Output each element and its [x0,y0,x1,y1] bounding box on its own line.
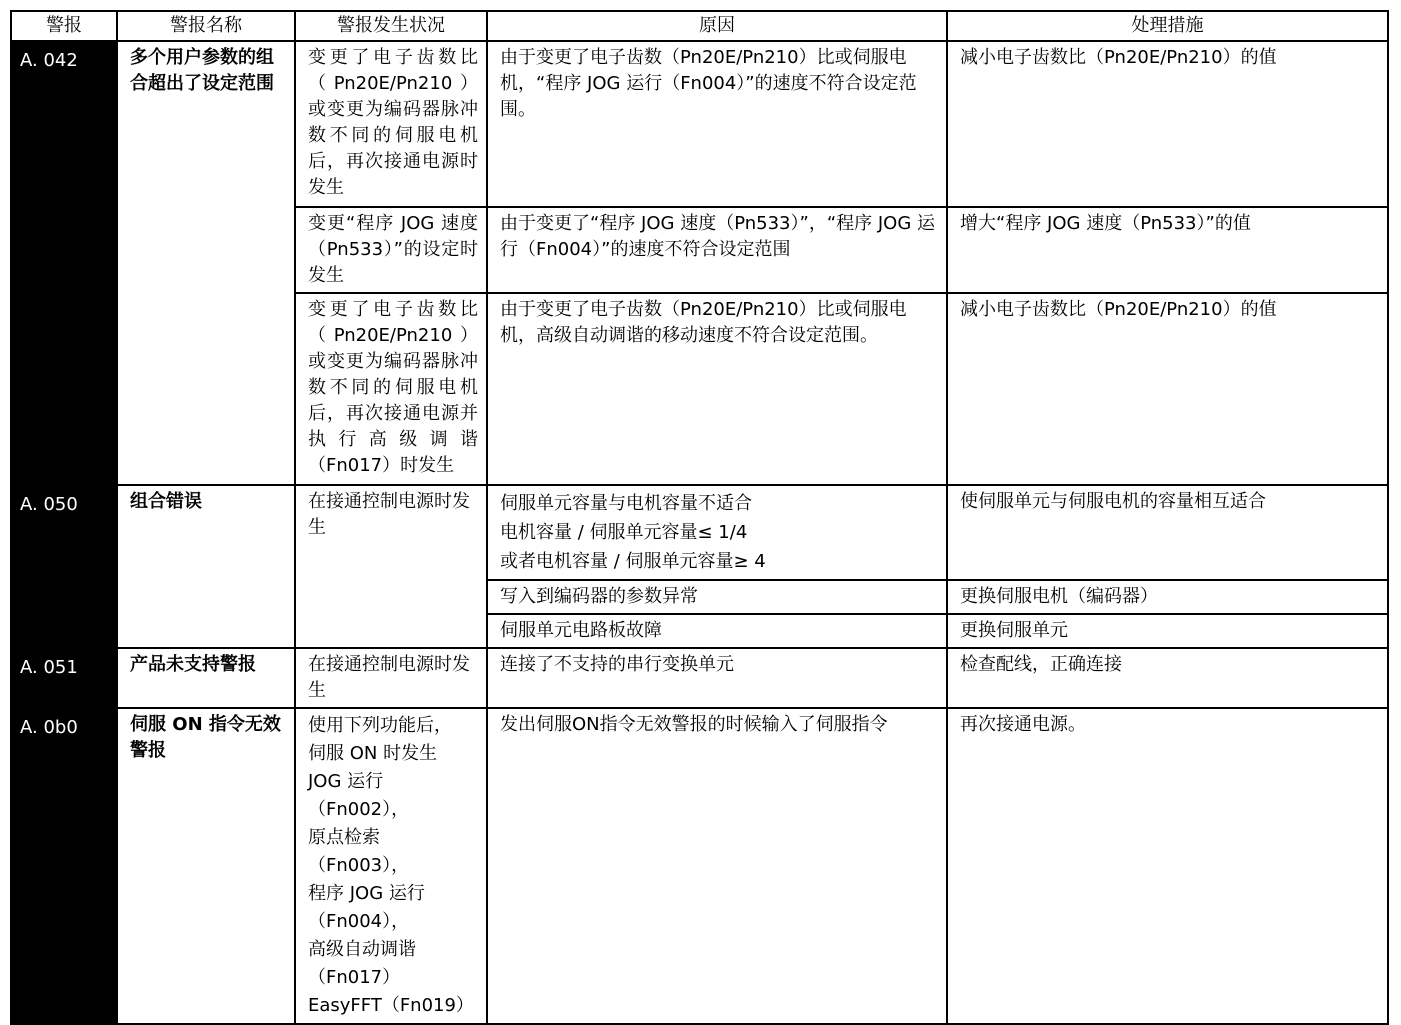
situation-line: 高级自动调谐 [308,939,416,960]
alarm-code-a051: A. 051 [11,648,117,708]
alarm-code-a0b0: A. 0b0 [11,708,117,1024]
cause-cell: 由于变更了“程序 JOG 速度（Pn533）”，“程序 JOG 运行（Fn004）”的速度不符合设定范围 [487,207,947,293]
situation-cell: 在接通控制电源时发生 [295,485,487,648]
cause-line: 或者电机容量 / 伺服单元容量≥ 4 [500,551,766,572]
table-row [11,485,1388,580]
alarm-name-a051: 产品未支持警报 [117,648,295,708]
action-cell: 减小电子齿数比（Pn20E/Pn210）的值 [947,41,1388,207]
header-alarm: 警报 [11,11,117,41]
cause-cell: 发出伺服ON指令无效警报的时候输入了伺服指令 [487,708,947,1024]
cause-cell: 连接了不支持的串行变换单元 [487,648,947,708]
situation-line: 使用下列功能后， [308,715,452,736]
alarm-code-a042: A. 042 [11,41,117,485]
cause-line: 伺服单元容量与电机容量不适合 [500,493,752,514]
alarm-name-a0b0: 伺服 ON 指令无效警报 [117,708,295,1024]
situation-line: 伺服 ON 时发生 [308,743,438,764]
action-cell: 更换伺服电机（编码器） [947,580,1388,614]
header-cause: 原因 [487,11,947,41]
table-row [11,708,1388,1024]
situation-cell: 在接通控制电源时发生 [295,648,487,708]
header-action: 处理措施 [947,11,1388,41]
table-row [11,41,1388,207]
cause-cell: 伺服单元电路板故障 [487,614,947,648]
header-name: 警报名称 [117,11,295,41]
situation-line: 原点检索（Fn003）， [308,827,410,876]
situation-line: 程序 JOG 运行 [308,883,425,904]
situation-line: （Fn017） [308,967,401,988]
header-row [11,11,1388,41]
action-cell: 再次接通电源。 [947,708,1388,1024]
cause-line: 电机容量 / 伺服单元容量≤ 1/4 [500,522,748,543]
header-situation: 警报发生状况 [295,11,487,41]
situation-cell [295,708,487,1024]
cause-cell: 写入到编码器的参数异常 [487,580,947,614]
action-cell: 减小电子齿数比（Pn20E/Pn210）的值 [947,293,1388,485]
action-cell: 更换伺服单元 [947,614,1388,648]
situation-line: EasyFFT（Fn019） [308,995,474,1016]
action-cell: 增大“程序 JOG 速度（Pn533）”的值 [947,207,1388,293]
cause-cell: 由于变更了电子齿数（Pn20E/Pn210）比或伺服电机，“程序 JOG 运行（Fn004）”的速度不符合设定范围。 [487,41,947,207]
table-row [11,648,1388,708]
alarm-table [10,10,1389,1025]
situation-cell: 变更了电子齿数比（Pn20E/Pn210）或变更为编码器脉冲数不同的伺服电机后，再次接通电源并执行高级调谐（Fn017）时发生 [295,293,487,485]
alarm-code-a050: A. 050 [11,485,117,648]
cause-cell: 由于变更了电子齿数（Pn20E/Pn210）比或伺服电机，高级自动调谐的移动速度不符合设定范围。 [487,293,947,485]
cause-cell [487,485,947,580]
alarm-name-a042: 多个用户参数的组合超出了设定范围 [117,41,295,485]
action-cell: 检查配线，正确连接 [947,648,1388,708]
situation-cell: 变更“程序 JOG 速度（Pn533）”的设定时发生 [295,207,487,293]
action-cell: 使伺服单元与伺服电机的容量相互适合 [947,485,1388,580]
situation-line: （Fn004）， [308,911,410,932]
situation-line: JOG 运行（Fn002）， [308,771,410,820]
alarm-name-a050: 组合错误 [117,485,295,648]
situation-cell: 变更了电子齿数比（Pn20E/Pn210）或变更为编码器脉冲数不同的伺服电机后，再次接通电源时发生 [295,41,487,207]
